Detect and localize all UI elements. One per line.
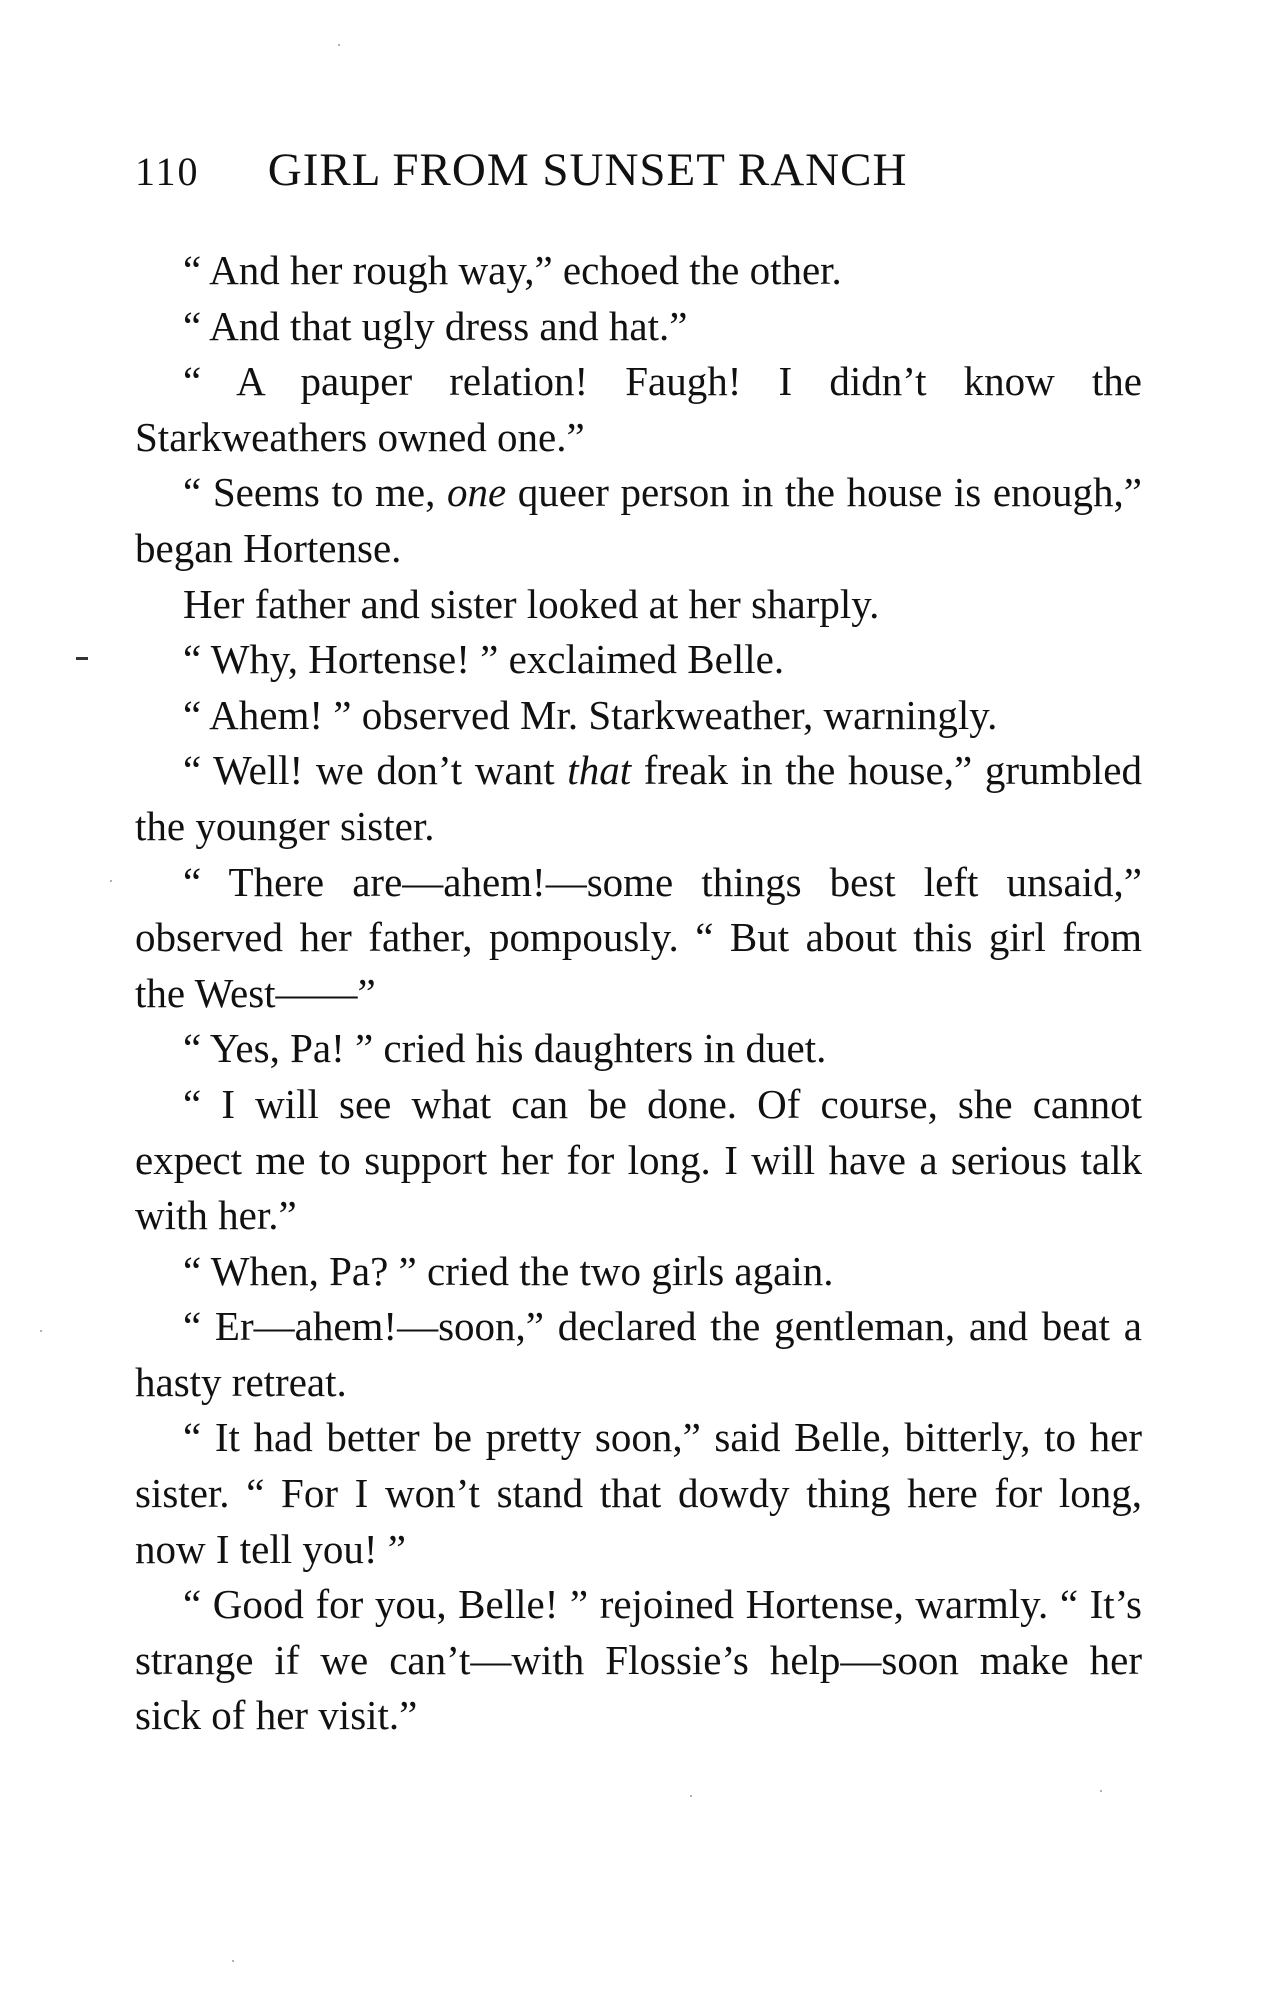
paragraph: “ And her rough way,” echoed the other. [183,247,842,293]
paper-speck [338,44,340,46]
margin-mark [76,657,88,660]
paragraph: “ I will see what can be done. Of course, she cannot expect me to support her for long. I will have a serious talk with her.” [135,1080,1142,1239]
paragraph: Her father and sister looked at her sharply. [183,580,880,627]
emphasis: that [567,747,632,794]
paragraph: “ A pauper relation! Faugh! I didn’t know the Starkweathers owned one.” [135,358,1142,460]
paragraph: “ Seems to me, one queer person in the house is enough,” began Hortense. [135,469,1142,571]
page-number: 110 [135,149,200,194]
paper-speck [1100,1790,1102,1792]
emphasis: one [446,469,507,516]
paragraph: “ Yes, Pa! ” cried his daughters in duet. [183,1025,827,1072]
paper-speck [690,1795,692,1797]
paragraph: “ Er—ahem!—soon,” declared the gentleman, and beat a hasty retreat. [135,1303,1142,1405]
paragraph: “ Good for you, Belle! ” rejoined Hortense, warmly. “ It’s strange if we can’t—with Flossie’s help—soon make her sick of her visit.” [135,1581,1142,1739]
paper-speck [40,1330,42,1332]
paragraph: “ And that ugly dress and hat.” [183,302,688,349]
paper-speck [110,880,112,882]
paragraph: “ Ahem! ” observed Mr. Starkweather, warningly. [183,691,998,738]
paragraph: “ When, Pa? ” cried the two girls again. [183,1247,834,1294]
paragraph: “ It had better be pretty soon,” said Belle, bitterly, to her sister. “ For I won’t stand that dowdy thing here for long, now I tell you! ” [135,1414,1142,1572]
running-title: GIRL FROM SUNSET RANCH [267,144,908,196]
paragraph: “ Why, Hortense! ” exclaimed Belle. [183,636,785,683]
paragraph: “ There are—ahem!—some things best left unsaid,” observed her father, pompously. “ But about this girl from the West——” [135,858,1142,1016]
page-header [135,140,1145,200]
body-text [135,243,1142,1744]
paper-speck [232,1960,234,1962]
paragraph: “ Well! we don’t want that freak in the house,” grumbled the younger sister. [135,747,1142,849]
